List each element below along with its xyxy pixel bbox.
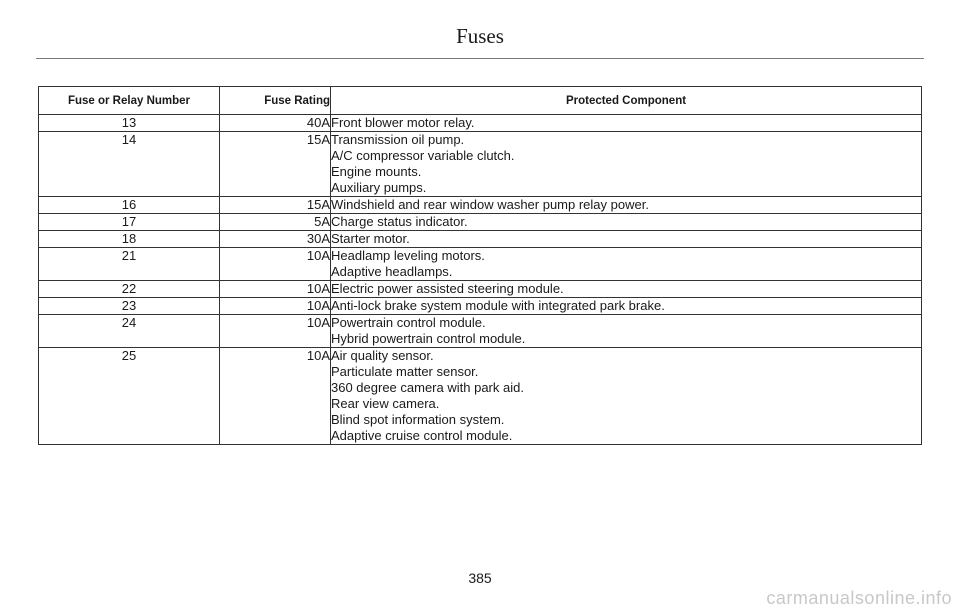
table-row [39, 231, 922, 248]
fuse-table [38, 86, 922, 445]
fuse-number-cell: 24 [39, 315, 220, 348]
table-row [39, 248, 922, 281]
protected-component-cell [331, 214, 922, 231]
fuse-rating-cell: 10A [220, 298, 331, 315]
component-line: Particulate matter sensor. [331, 364, 479, 379]
component-line: Transmission oil pump. [331, 132, 465, 147]
fuse-number-cell: 14 [39, 132, 220, 197]
fuse-rating-cell: 10A [220, 281, 331, 298]
table-row [39, 214, 922, 231]
protected-component-cell [331, 115, 922, 132]
fuse-rating-cell: 40A [220, 115, 331, 132]
component-line: Charge status indicator. [331, 214, 468, 229]
fuse-number-cell: 22 [39, 281, 220, 298]
column-header-protected-component: Protected Component [331, 87, 922, 115]
component-line: Adaptive cruise control module. [331, 428, 513, 443]
table-row [39, 197, 922, 214]
protected-component-cell [331, 281, 922, 298]
fuse-number-cell: 13 [39, 115, 220, 132]
fuse-rating-cell: 10A [220, 248, 331, 281]
table-row [39, 281, 922, 298]
fuse-number-cell: 23 [39, 298, 220, 315]
table-row [39, 132, 922, 197]
watermark: carmanualsonline.info [766, 588, 952, 608]
fuse-number-cell: 18 [39, 231, 220, 248]
fuse-rating-cell: 30A [220, 231, 331, 248]
fuse-rating-cell: 15A [220, 132, 331, 197]
fuse-number-cell: 17 [39, 214, 220, 231]
table-body [39, 115, 922, 445]
protected-component-cell [331, 132, 922, 197]
protected-component-cell [331, 197, 922, 214]
fuse-rating-cell: 15A [220, 197, 331, 214]
protected-component-cell [331, 348, 922, 445]
table-row [39, 298, 922, 315]
protected-component-cell [331, 298, 922, 315]
component-line: Engine mounts. [331, 164, 422, 179]
component-line: Blind spot information system. [331, 412, 505, 427]
column-header-fuse-number: Fuse or Relay Number [39, 87, 220, 115]
protected-component-cell [331, 315, 922, 348]
component-line: Headlamp leveling motors. [331, 248, 485, 263]
fuse-rating-cell: 5A [220, 214, 331, 231]
fuse-rating-cell: 10A [220, 348, 331, 445]
component-line: Rear view camera. [331, 396, 440, 411]
protected-component-cell [331, 248, 922, 281]
table-header-row [39, 87, 922, 115]
table-row [39, 115, 922, 132]
component-line: A/C compressor variable clutch. [331, 148, 515, 163]
table-row [39, 315, 922, 348]
fuse-number-cell: 16 [39, 197, 220, 214]
component-line: Adaptive headlamps. [331, 264, 453, 279]
component-line: Hybrid powertrain control module. [331, 331, 526, 346]
fuse-rating-cell: 10A [220, 315, 331, 348]
fuse-number-cell: 21 [39, 248, 220, 281]
component-line: 360 degree camera with park aid. [331, 380, 524, 395]
page-title: Fuses [456, 24, 504, 48]
component-line: Anti-lock brake system module with integrated park brake. [331, 298, 665, 313]
component-line: Auxiliary pumps. [331, 180, 427, 195]
component-line: Electric power assisted steering module. [331, 281, 564, 296]
column-header-fuse-rating: Fuse Rating [220, 87, 331, 115]
protected-component-cell [331, 231, 922, 248]
title-divider [36, 58, 924, 59]
component-line: Powertrain control module. [331, 315, 486, 330]
fuse-number-cell: 25 [39, 348, 220, 445]
page-number: 385 [468, 570, 492, 586]
table-row [39, 348, 922, 445]
component-line: Air quality sensor. [331, 348, 434, 363]
component-line: Starter motor. [331, 231, 410, 246]
component-line: Front blower motor relay. [331, 115, 475, 130]
component-line: Windshield and rear window washer pump relay power. [331, 197, 649, 212]
